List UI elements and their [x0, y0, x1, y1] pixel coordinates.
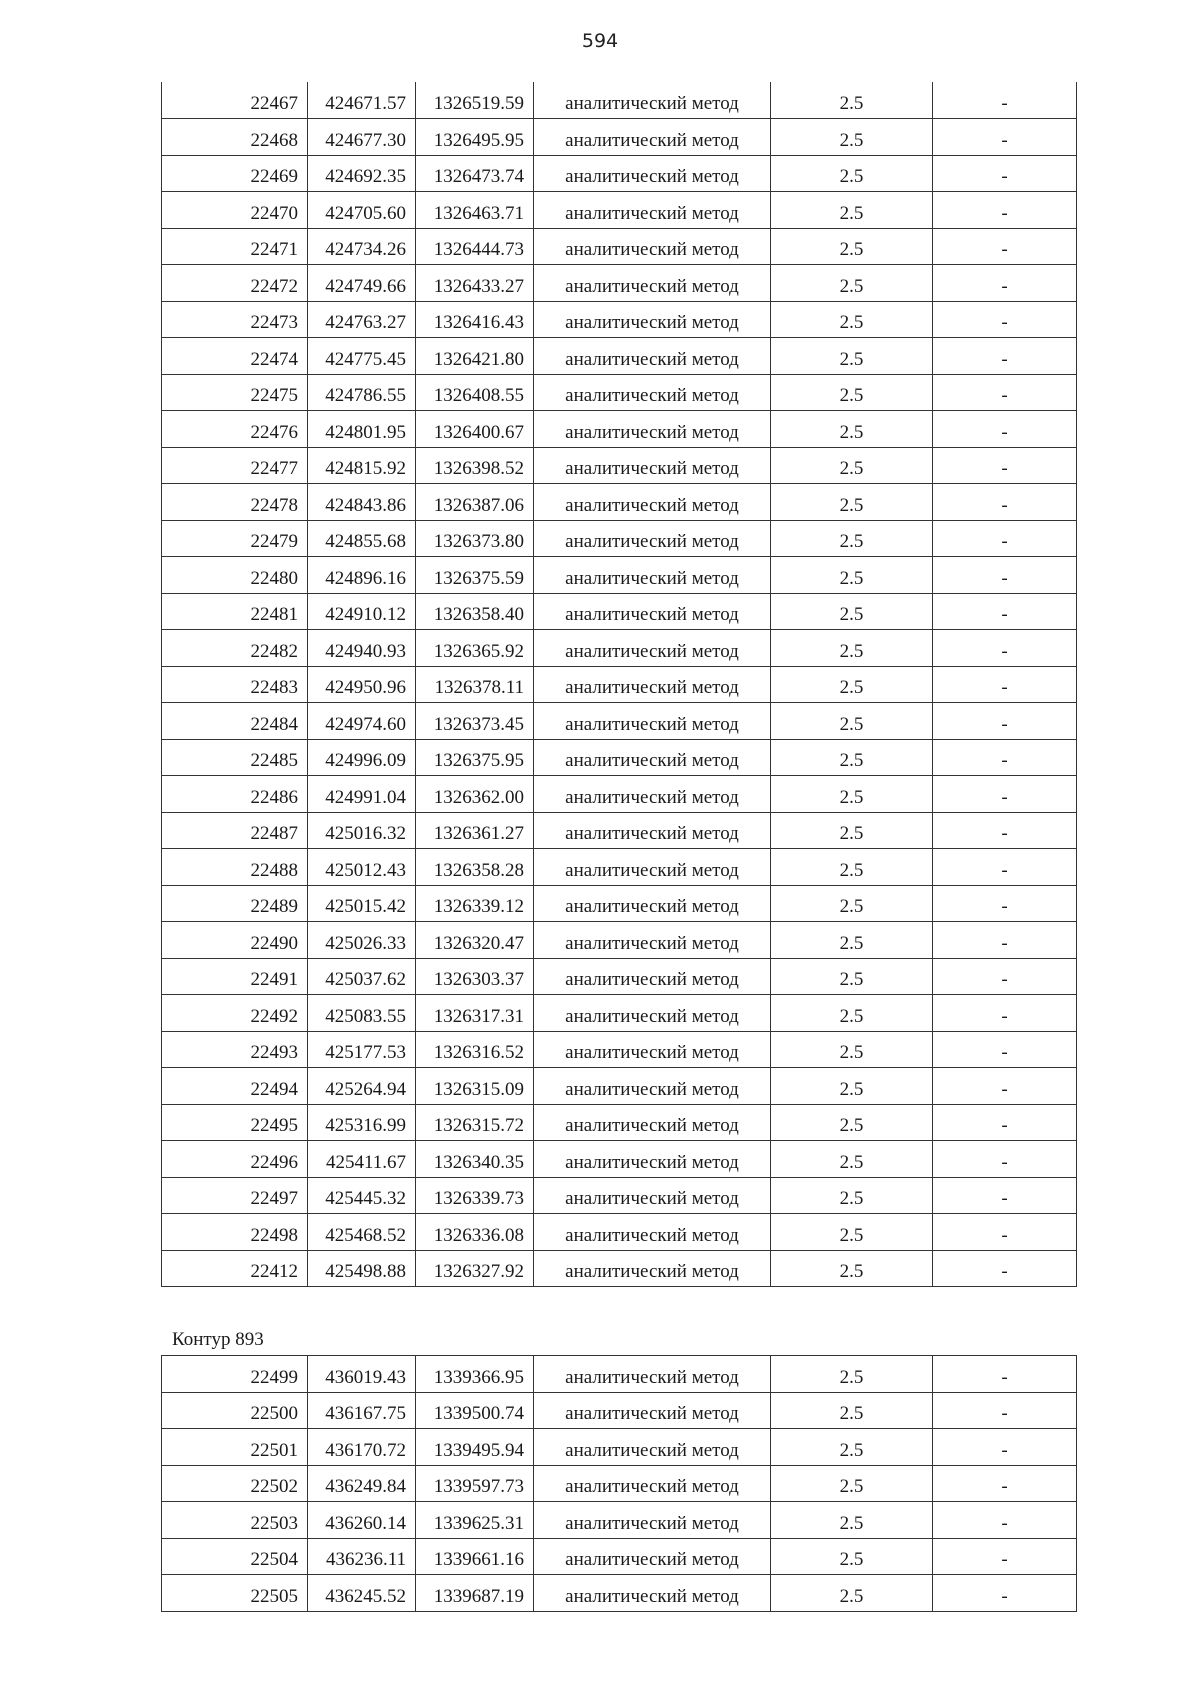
x-coordinate-cell: 436249.84	[308, 1465, 416, 1502]
point-number-cell: 22470	[162, 192, 308, 229]
point-number-cell: 22494	[162, 1068, 308, 1105]
accuracy-cell: 2.5	[771, 447, 933, 484]
accuracy-cell: 2.5	[771, 374, 933, 411]
y-coordinate-cell: 1326400.67	[416, 411, 534, 448]
method-cell: аналитический метод	[534, 1141, 771, 1178]
x-coordinate-cell: 424775.45	[308, 338, 416, 375]
note-cell: -	[933, 1429, 1077, 1466]
point-number-cell: 22497	[162, 1177, 308, 1214]
note-cell: -	[933, 484, 1077, 521]
table-row	[162, 922, 1077, 959]
note-cell: -	[933, 374, 1077, 411]
point-number-cell: 22476	[162, 411, 308, 448]
x-coordinate-cell: 424940.93	[308, 630, 416, 667]
y-coordinate-cell: 1326339.12	[416, 885, 534, 922]
y-coordinate-cell: 1326375.59	[416, 557, 534, 594]
note-cell: -	[933, 812, 1077, 849]
x-coordinate-cell: 425411.67	[308, 1141, 416, 1178]
x-coordinate-cell: 424705.60	[308, 192, 416, 229]
table-row	[162, 1141, 1077, 1178]
point-number-cell: 22481	[162, 593, 308, 630]
table-row	[162, 520, 1077, 557]
method-cell: аналитический метод	[534, 119, 771, 156]
y-coordinate-cell: 1339500.74	[416, 1392, 534, 1429]
x-coordinate-cell: 424843.86	[308, 484, 416, 521]
method-cell: аналитический метод	[534, 593, 771, 630]
point-number-cell: 22469	[162, 155, 308, 192]
point-number-cell: 22502	[162, 1465, 308, 1502]
accuracy-cell: 2.5	[771, 301, 933, 338]
accuracy-cell: 2.5	[771, 1141, 933, 1178]
method-cell: аналитический метод	[534, 228, 771, 265]
coordinates-table	[161, 82, 1077, 1287]
accuracy-cell: 2.5	[771, 703, 933, 740]
accuracy-cell: 2.5	[771, 885, 933, 922]
x-coordinate-cell: 425264.94	[308, 1068, 416, 1105]
y-coordinate-cell: 1326463.71	[416, 192, 534, 229]
method-cell: аналитический метод	[534, 885, 771, 922]
point-number-cell: 22485	[162, 739, 308, 776]
point-number-cell: 22467	[162, 82, 308, 119]
y-coordinate-cell: 1326495.95	[416, 119, 534, 156]
accuracy-cell: 2.5	[771, 812, 933, 849]
accuracy-cell: 2.5	[771, 1575, 933, 1612]
point-number-cell: 22471	[162, 228, 308, 265]
method-cell: аналитический метод	[534, 1392, 771, 1429]
method-cell: аналитический метод	[534, 849, 771, 886]
note-cell: -	[933, 958, 1077, 995]
note-cell: -	[933, 192, 1077, 229]
point-number-cell: 22483	[162, 666, 308, 703]
point-number-cell: 22493	[162, 1031, 308, 1068]
point-number-cell: 22412	[162, 1250, 308, 1287]
table-row	[162, 82, 1077, 119]
note-cell: -	[933, 1356, 1077, 1393]
table-row	[162, 666, 1077, 703]
table-row	[162, 1031, 1077, 1068]
method-cell: аналитический метод	[534, 739, 771, 776]
y-coordinate-cell: 1326444.73	[416, 228, 534, 265]
accuracy-cell: 2.5	[771, 119, 933, 156]
y-coordinate-cell: 1326358.28	[416, 849, 534, 886]
note-cell: -	[933, 1141, 1077, 1178]
table-row	[162, 593, 1077, 630]
table-row	[162, 265, 1077, 302]
point-number-cell: 22498	[162, 1214, 308, 1251]
y-coordinate-cell: 1326320.47	[416, 922, 534, 959]
table-row	[162, 411, 1077, 448]
x-coordinate-cell: 424671.57	[308, 82, 416, 119]
table-row	[162, 1465, 1077, 1502]
x-coordinate-cell: 424734.26	[308, 228, 416, 265]
method-cell: аналитический метод	[534, 301, 771, 338]
table-row	[162, 1575, 1077, 1612]
note-cell: -	[933, 301, 1077, 338]
method-cell: аналитический метод	[534, 155, 771, 192]
point-number-cell: 22468	[162, 119, 308, 156]
accuracy-cell: 2.5	[771, 1429, 933, 1466]
point-number-cell: 22504	[162, 1538, 308, 1575]
method-cell: аналитический метод	[534, 557, 771, 594]
y-coordinate-cell: 1339495.94	[416, 1429, 534, 1466]
note-cell: -	[933, 520, 1077, 557]
method-cell: аналитический метод	[534, 1177, 771, 1214]
accuracy-cell: 2.5	[771, 958, 933, 995]
accuracy-cell: 2.5	[771, 82, 933, 119]
method-cell: аналитический метод	[534, 447, 771, 484]
note-cell: -	[933, 411, 1077, 448]
point-number-cell: 22491	[162, 958, 308, 995]
method-cell: аналитический метод	[534, 265, 771, 302]
note-cell: -	[933, 703, 1077, 740]
accuracy-cell: 2.5	[771, 411, 933, 448]
table-row	[162, 812, 1077, 849]
y-coordinate-cell: 1326421.80	[416, 338, 534, 375]
method-cell: аналитический метод	[534, 82, 771, 119]
method-cell: аналитический метод	[534, 1465, 771, 1502]
point-number-cell: 22478	[162, 484, 308, 521]
x-coordinate-cell: 424749.66	[308, 265, 416, 302]
point-number-cell: 22490	[162, 922, 308, 959]
point-number-cell: 22499	[162, 1356, 308, 1393]
note-cell: -	[933, 593, 1077, 630]
y-coordinate-cell: 1326378.11	[416, 666, 534, 703]
accuracy-cell: 2.5	[771, 922, 933, 959]
y-coordinate-cell: 1326433.27	[416, 265, 534, 302]
note-cell: -	[933, 922, 1077, 959]
y-coordinate-cell: 1339366.95	[416, 1356, 534, 1393]
method-cell: аналитический метод	[534, 1250, 771, 1287]
point-number-cell: 22484	[162, 703, 308, 740]
table-row	[162, 1104, 1077, 1141]
table-row	[162, 885, 1077, 922]
table-row	[162, 192, 1077, 229]
table-row	[162, 630, 1077, 667]
contour-coordinates-table	[161, 1355, 1077, 1612]
y-coordinate-cell: 1326365.92	[416, 630, 534, 667]
point-number-cell: 22480	[162, 557, 308, 594]
x-coordinate-cell: 424991.04	[308, 776, 416, 813]
point-number-cell: 22486	[162, 776, 308, 813]
table-row	[162, 995, 1077, 1032]
x-coordinate-cell: 424910.12	[308, 593, 416, 630]
accuracy-cell: 2.5	[771, 1392, 933, 1429]
accuracy-cell: 2.5	[771, 1502, 933, 1539]
note-cell: -	[933, 1104, 1077, 1141]
table-row	[162, 374, 1077, 411]
table-row	[162, 1214, 1077, 1251]
method-cell: аналитический метод	[534, 1502, 771, 1539]
note-cell: -	[933, 1465, 1077, 1502]
x-coordinate-cell: 436260.14	[308, 1502, 416, 1539]
x-coordinate-cell: 424815.92	[308, 447, 416, 484]
point-number-cell: 22477	[162, 447, 308, 484]
point-number-cell: 22505	[162, 1575, 308, 1612]
note-cell: -	[933, 155, 1077, 192]
note-cell: -	[933, 557, 1077, 594]
accuracy-cell: 2.5	[771, 1538, 933, 1575]
point-number-cell: 22488	[162, 849, 308, 886]
note-cell: -	[933, 630, 1077, 667]
note-cell: -	[933, 1068, 1077, 1105]
x-coordinate-cell: 425026.33	[308, 922, 416, 959]
table-row	[162, 1429, 1077, 1466]
x-coordinate-cell: 424677.30	[308, 119, 416, 156]
x-coordinate-cell: 425177.53	[308, 1031, 416, 1068]
point-number-cell: 22500	[162, 1392, 308, 1429]
note-cell: -	[933, 666, 1077, 703]
table-row	[162, 228, 1077, 265]
accuracy-cell: 2.5	[771, 995, 933, 1032]
point-number-cell: 22492	[162, 995, 308, 1032]
x-coordinate-cell: 425016.32	[308, 812, 416, 849]
y-coordinate-cell: 1326303.37	[416, 958, 534, 995]
point-number-cell: 22487	[162, 812, 308, 849]
y-coordinate-cell: 1326398.52	[416, 447, 534, 484]
note-cell: -	[933, 119, 1077, 156]
accuracy-cell: 2.5	[771, 1250, 933, 1287]
accuracy-cell: 2.5	[771, 484, 933, 521]
accuracy-cell: 2.5	[771, 776, 933, 813]
method-cell: аналитический метод	[534, 338, 771, 375]
coordinates-table-body	[162, 82, 1077, 1287]
method-cell: аналитический метод	[534, 411, 771, 448]
accuracy-cell: 2.5	[771, 630, 933, 667]
table-row	[162, 1538, 1077, 1575]
page-number: 594	[581, 30, 619, 52]
y-coordinate-cell: 1326315.72	[416, 1104, 534, 1141]
y-coordinate-cell: 1339661.16	[416, 1538, 534, 1575]
table-row	[162, 739, 1077, 776]
x-coordinate-cell: 425015.42	[308, 885, 416, 922]
method-cell: аналитический метод	[534, 776, 771, 813]
table-row	[162, 301, 1077, 338]
x-coordinate-cell: 425083.55	[308, 995, 416, 1032]
method-cell: аналитический метод	[534, 1104, 771, 1141]
note-cell: -	[933, 1538, 1077, 1575]
x-coordinate-cell: 424974.60	[308, 703, 416, 740]
y-coordinate-cell: 1326387.06	[416, 484, 534, 521]
accuracy-cell: 2.5	[771, 1068, 933, 1105]
y-coordinate-cell: 1326473.74	[416, 155, 534, 192]
y-coordinate-cell: 1326416.43	[416, 301, 534, 338]
accuracy-cell: 2.5	[771, 265, 933, 302]
x-coordinate-cell: 436245.52	[308, 1575, 416, 1612]
y-coordinate-cell: 1326362.00	[416, 776, 534, 813]
y-coordinate-cell: 1326316.52	[416, 1031, 534, 1068]
point-number-cell: 22472	[162, 265, 308, 302]
table-row	[162, 1502, 1077, 1539]
contour-coordinates-table-body	[162, 1356, 1077, 1612]
table-row	[162, 776, 1077, 813]
note-cell: -	[933, 228, 1077, 265]
point-number-cell: 22501	[162, 1429, 308, 1466]
x-coordinate-cell: 425468.52	[308, 1214, 416, 1251]
point-number-cell: 22479	[162, 520, 308, 557]
note-cell: -	[933, 995, 1077, 1032]
method-cell: аналитический метод	[534, 703, 771, 740]
accuracy-cell: 2.5	[771, 338, 933, 375]
point-number-cell: 22489	[162, 885, 308, 922]
x-coordinate-cell: 436019.43	[308, 1356, 416, 1393]
x-coordinate-cell: 424763.27	[308, 301, 416, 338]
table-row	[162, 1392, 1077, 1429]
table-row	[162, 1356, 1077, 1393]
accuracy-cell: 2.5	[771, 155, 933, 192]
point-number-cell: 22496	[162, 1141, 308, 1178]
y-coordinate-cell: 1326336.08	[416, 1214, 534, 1251]
x-coordinate-cell: 424896.16	[308, 557, 416, 594]
y-coordinate-cell: 1326358.40	[416, 593, 534, 630]
x-coordinate-cell: 425498.88	[308, 1250, 416, 1287]
accuracy-cell: 2.5	[771, 666, 933, 703]
note-cell: -	[933, 338, 1077, 375]
note-cell: -	[933, 1575, 1077, 1612]
method-cell: аналитический метод	[534, 995, 771, 1032]
note-cell: -	[933, 1250, 1077, 1287]
note-cell: -	[933, 1392, 1077, 1429]
accuracy-cell: 2.5	[771, 1104, 933, 1141]
contour-label: Контур 893	[172, 1329, 264, 1350]
x-coordinate-cell: 436236.11	[308, 1538, 416, 1575]
x-coordinate-cell: 424996.09	[308, 739, 416, 776]
y-coordinate-cell: 1326361.27	[416, 812, 534, 849]
method-cell: аналитический метод	[534, 1356, 771, 1393]
accuracy-cell: 2.5	[771, 520, 933, 557]
table-row	[162, 155, 1077, 192]
method-cell: аналитический метод	[534, 958, 771, 995]
x-coordinate-cell: 425037.62	[308, 958, 416, 995]
accuracy-cell: 2.5	[771, 593, 933, 630]
accuracy-cell: 2.5	[771, 1177, 933, 1214]
y-coordinate-cell: 1326373.80	[416, 520, 534, 557]
table-row	[162, 849, 1077, 886]
y-coordinate-cell: 1326375.95	[416, 739, 534, 776]
method-cell: аналитический метод	[534, 1575, 771, 1612]
accuracy-cell: 2.5	[771, 1031, 933, 1068]
note-cell: -	[933, 447, 1077, 484]
note-cell: -	[933, 82, 1077, 119]
method-cell: аналитический метод	[534, 374, 771, 411]
method-cell: аналитический метод	[534, 484, 771, 521]
x-coordinate-cell: 425012.43	[308, 849, 416, 886]
y-coordinate-cell: 1339625.31	[416, 1502, 534, 1539]
y-coordinate-cell: 1326317.31	[416, 995, 534, 1032]
method-cell: аналитический метод	[534, 1429, 771, 1466]
table-row	[162, 447, 1077, 484]
point-number-cell: 22495	[162, 1104, 308, 1141]
note-cell: -	[933, 1214, 1077, 1251]
y-coordinate-cell: 1326340.35	[416, 1141, 534, 1178]
y-coordinate-cell: 1326327.92	[416, 1250, 534, 1287]
y-coordinate-cell: 1326519.59	[416, 82, 534, 119]
accuracy-cell: 2.5	[771, 1465, 933, 1502]
table-row	[162, 338, 1077, 375]
note-cell: -	[933, 1031, 1077, 1068]
point-number-cell: 22474	[162, 338, 308, 375]
x-coordinate-cell: 436170.72	[308, 1429, 416, 1466]
x-coordinate-cell: 425445.32	[308, 1177, 416, 1214]
x-coordinate-cell: 424855.68	[308, 520, 416, 557]
y-coordinate-cell: 1326315.09	[416, 1068, 534, 1105]
note-cell: -	[933, 1177, 1077, 1214]
note-cell: -	[933, 1502, 1077, 1539]
x-coordinate-cell: 436167.75	[308, 1392, 416, 1429]
y-coordinate-cell: 1326373.45	[416, 703, 534, 740]
method-cell: аналитический метод	[534, 1031, 771, 1068]
table-row	[162, 1177, 1077, 1214]
y-coordinate-cell: 1339687.19	[416, 1575, 534, 1612]
accuracy-cell: 2.5	[771, 557, 933, 594]
y-coordinate-cell: 1326339.73	[416, 1177, 534, 1214]
method-cell: аналитический метод	[534, 1538, 771, 1575]
table-row	[162, 557, 1077, 594]
method-cell: аналитический метод	[534, 1068, 771, 1105]
table-row	[162, 1250, 1077, 1287]
table-row	[162, 958, 1077, 995]
note-cell: -	[933, 265, 1077, 302]
method-cell: аналитический метод	[534, 812, 771, 849]
accuracy-cell: 2.5	[771, 1356, 933, 1393]
accuracy-cell: 2.5	[771, 739, 933, 776]
method-cell: аналитический метод	[534, 630, 771, 667]
table-row	[162, 119, 1077, 156]
note-cell: -	[933, 739, 1077, 776]
accuracy-cell: 2.5	[771, 228, 933, 265]
point-number-cell: 22503	[162, 1502, 308, 1539]
point-number-cell: 22482	[162, 630, 308, 667]
method-cell: аналитический метод	[534, 192, 771, 229]
method-cell: аналитический метод	[534, 666, 771, 703]
x-coordinate-cell: 424801.95	[308, 411, 416, 448]
table-row	[162, 484, 1077, 521]
y-coordinate-cell: 1326408.55	[416, 374, 534, 411]
note-cell: -	[933, 849, 1077, 886]
x-coordinate-cell: 425316.99	[308, 1104, 416, 1141]
note-cell: -	[933, 885, 1077, 922]
x-coordinate-cell: 424786.55	[308, 374, 416, 411]
note-cell: -	[933, 776, 1077, 813]
accuracy-cell: 2.5	[771, 192, 933, 229]
table-row	[162, 1068, 1077, 1105]
x-coordinate-cell: 424692.35	[308, 155, 416, 192]
x-coordinate-cell: 424950.96	[308, 666, 416, 703]
accuracy-cell: 2.5	[771, 1214, 933, 1251]
method-cell: аналитический метод	[534, 922, 771, 959]
point-number-cell: 22473	[162, 301, 308, 338]
method-cell: аналитический метод	[534, 1214, 771, 1251]
method-cell: аналитический метод	[534, 520, 771, 557]
y-coordinate-cell: 1339597.73	[416, 1465, 534, 1502]
point-number-cell: 22475	[162, 374, 308, 411]
accuracy-cell: 2.5	[771, 849, 933, 886]
table-row	[162, 703, 1077, 740]
